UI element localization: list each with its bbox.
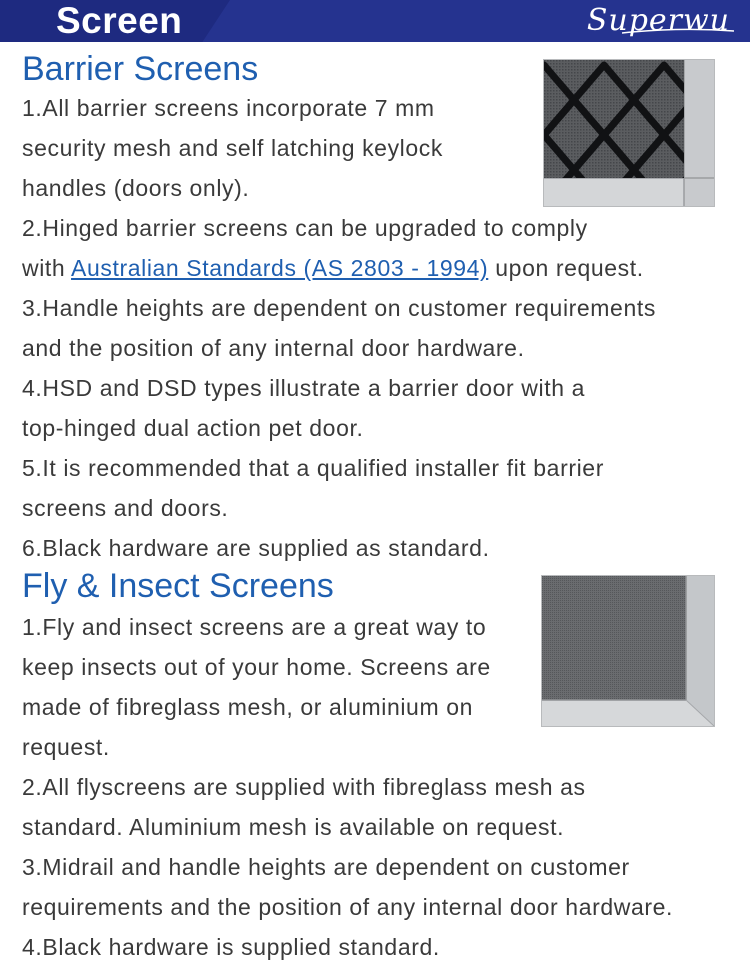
barrier-item-2-line-2 <box>22 248 644 288</box>
australian-standards-link[interactable]: Australian Standards (AS 2803 - 1994) <box>71 255 489 281</box>
fly-item-2-line-2: standard. Aluminium mesh is available on request. <box>22 814 565 840</box>
barrier-item-1-line-1: 1.All barrier screens incorporate 7 mm <box>22 95 435 121</box>
barrier-item-3-line-2: and the position of any internal door hardware. <box>22 335 525 361</box>
barrier-section-title: Barrier Screens <box>22 50 259 88</box>
fly-item-1-line-4: request. <box>22 734 110 760</box>
barrier-item-1-line-2: security mesh and self latching keylock <box>22 135 443 161</box>
barrier-item-5-line-2: screens and doors. <box>22 495 229 521</box>
fly-screen-photo <box>541 575 715 727</box>
logo-swoosh-icon <box>622 28 734 34</box>
barrier-item-3-line-1: 3.Handle heights are dependent on customer requirements <box>22 295 656 321</box>
barrier-screen-photo <box>543 59 715 207</box>
fly-mesh-image <box>542 576 714 726</box>
standards-prefix: with <box>22 255 72 281</box>
barrier-item-2-line-1: 2.Hinged barrier screens can be upgraded to comply <box>22 215 588 241</box>
fly-section-title: Fly & Insect Screens <box>22 567 334 605</box>
fly-item-3-line-2: requirements and the position of any internal door hardware. <box>22 894 673 920</box>
brand-logo: Superwu <box>586 3 730 38</box>
fly-item-1-line-1: 1.Fly and insect screens are a great way to <box>22 614 487 640</box>
fly-item-2-line-1: 2.All flyscreens are supplied with fibreglass mesh as <box>22 774 586 800</box>
barrier-item-5-line-1: 5.It is recommended that a qualified installer fit barrier <box>22 455 604 481</box>
fly-item-1-line-2: keep insects out of your home. Screens are <box>22 654 491 680</box>
barrier-item-6: 6.Black hardware are supplied as standard. <box>22 535 490 561</box>
standards-suffix: upon request. <box>488 255 644 281</box>
fly-item-4: 4.Black hardware is supplied standard. <box>22 934 440 960</box>
barrier-mesh-image <box>544 60 714 206</box>
barrier-item-1-line-3: handles (doors only). <box>22 175 250 201</box>
fly-item-1-line-3: made of fibreglass mesh, or aluminium on <box>22 694 473 720</box>
page-title: Screen <box>56 0 183 41</box>
header-bar <box>0 0 750 42</box>
barrier-item-4-line-2: top-hinged dual action pet door. <box>22 415 364 441</box>
fly-item-3-line-1: 3.Midrail and handle heights are dependent on customer <box>22 854 630 880</box>
barrier-item-4-line-1: 4.HSD and DSD types illustrate a barrier door with a <box>22 375 585 401</box>
